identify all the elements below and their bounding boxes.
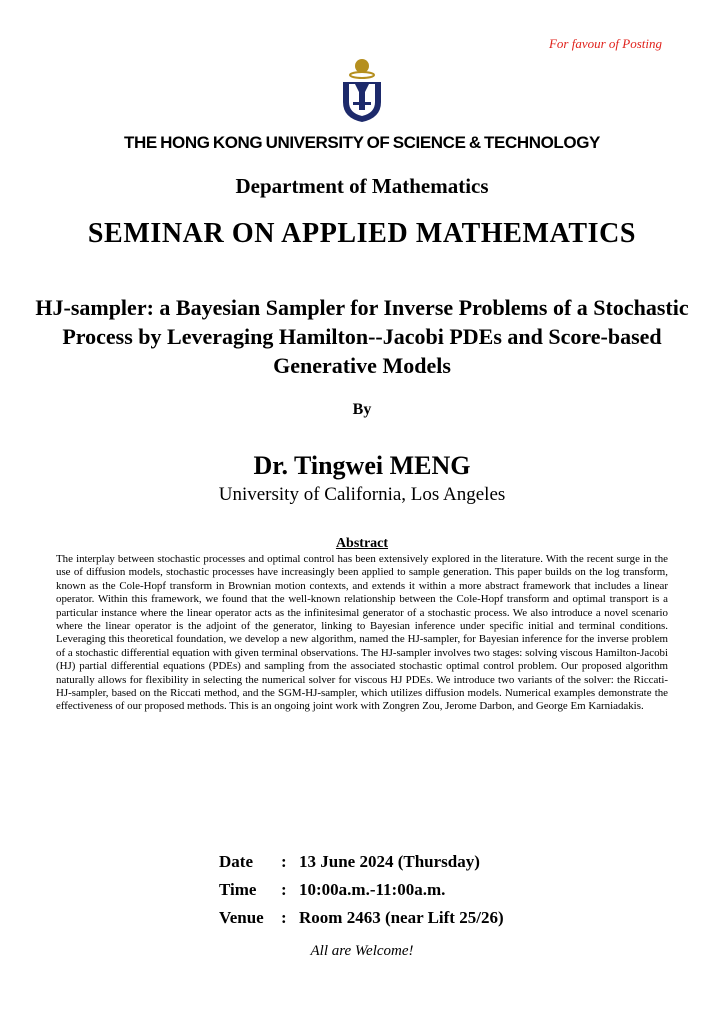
seminar-title: SEMINAR ON APPLIED MATHEMATICS	[87, 218, 637, 249]
detail-value: 13 June 2024 (Thursday)	[299, 852, 480, 871]
speaker-affiliation: University of California, Los Angeles	[218, 484, 506, 505]
detail-separator: :	[281, 852, 287, 871]
hkust-logo	[338, 58, 386, 124]
logo-gold-ring	[350, 72, 374, 78]
detail-row-venue	[219, 904, 504, 932]
logo-bar	[353, 102, 371, 105]
event-details	[219, 848, 504, 932]
detail-row-time	[219, 876, 504, 904]
detail-separator: :	[281, 880, 287, 899]
abstract-heading: Abstract	[335, 536, 389, 551]
talk-title: HJ-sampler: a Bayesian Sampler for Inverse Problems of a Stochastic Process by Leveraging Hamilton--Jacobi PDEs and Score-based Generative Models	[35, 295, 689, 378]
by-label: By	[352, 401, 372, 418]
logo-gold-disc	[355, 59, 369, 73]
department-name: Department of Mathematics	[235, 174, 489, 198]
detail-label: Date	[219, 852, 253, 871]
posting-note: For favour of Posting	[548, 36, 662, 51]
detail-row-date	[219, 848, 504, 876]
detail-value: 10:00a.m.-11:00a.m.	[299, 880, 446, 899]
detail-label: Time	[219, 880, 257, 899]
speaker-name: Dr. Tingwei MENG	[253, 451, 471, 480]
detail-label: Venue	[219, 908, 264, 927]
detail-separator: :	[281, 908, 287, 927]
detail-value: Room 2463 (near Lift 25/26)	[299, 908, 504, 927]
abstract-body: The interplay between stochastic processes and optimal control has been extensively explored in the literature. With the recent surge in the use of diffusion models, stochastic processes have increasingly been applied to sample generation. This paper builds on the log transform, known as the Cole-Hopf transform in Brownian motion contexts, and extends it within a more abstract framework that includes a linear operator. Within this framework, we found that the well-known relationship between the Cole-Hopf transform and optimal transport is a particular instance where the linear operator acts as the infinitesimal generator of a stochastic process. We also introduce a novel scenario where the linear operator is the adjoint of the generator, linking to Bayesian inference under specific initial and terminal conditions. Leveraging this theoretical foundation, we develop a new algorithm, named the HJ-sampler, for Bayesian inference for the inverse problem of a stochastic differential equation with given terminal observations. The HJ-sampler involves two stages: solving viscous Hamilton-Jacobi (HJ) partial differential equations (PDEs) and sampling from the associated stochastic optimal control problem. Our proposed algorithm naturally allows for flexibility in selecting the numerical solver for viscous HJ PDEs. We introduce two variants of the solver: the Riccati-HJ-sampler, based on the Riccati method, and the SGM-HJ-sampler, which utilizes diffusion models. Numerical examples demonstrate the effectiveness of our proposed methods. This is an ongoing joint work with Zongren Zou, Jerome Darbon, and George Em Karniadakis.	[56, 553, 668, 713]
welcome-note: All are Welcome!	[310, 943, 414, 959]
university-name: THE HONG KONG UNIVERSITY OF SCIENCE & TECHNOLOGY	[124, 133, 600, 152]
